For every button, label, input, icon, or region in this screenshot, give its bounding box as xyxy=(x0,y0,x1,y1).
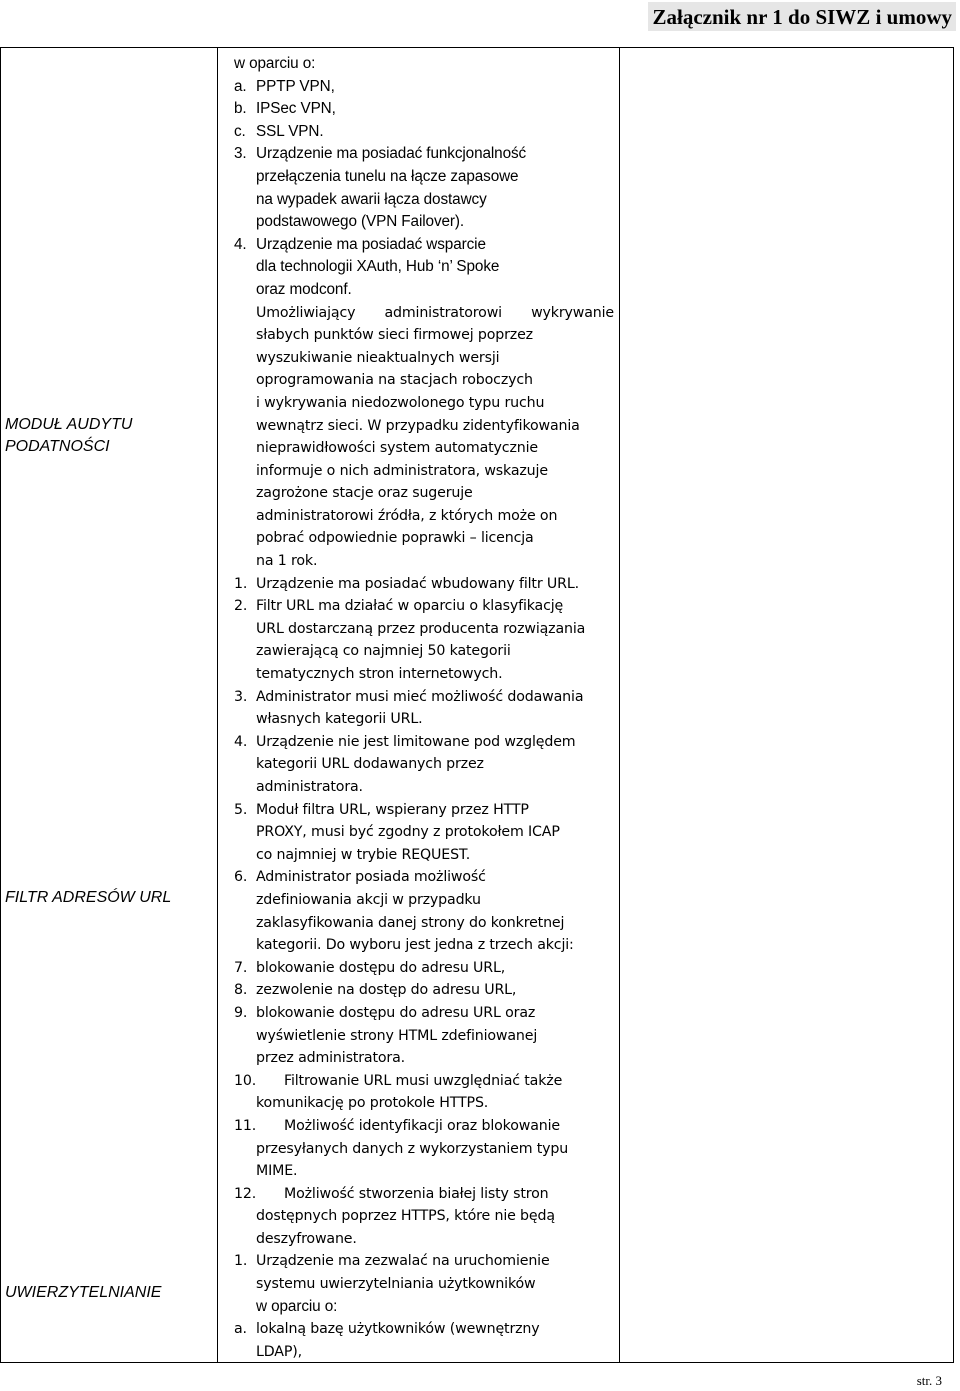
list-item-line: MIME. xyxy=(256,1163,298,1180)
list-item-line: zawierającą co najmniej 50 kategorii xyxy=(256,643,511,660)
list-item-line: podstawowego (VPN Failover). xyxy=(256,213,465,231)
list-item: 7. blokowanie dostępu do adresu URL, xyxy=(234,959,506,976)
list-item-line: własnych kategorii URL. xyxy=(256,711,423,728)
list-item-line: dostępnych poprzez HTTPS, które nie będą xyxy=(256,1208,555,1225)
list-item: 5. Moduł filtra URL, wspierany przez HTTP xyxy=(234,801,529,818)
auth-intro: w oparciu o: xyxy=(256,1297,338,1315)
list-item-line: przez administratora. xyxy=(256,1050,405,1067)
list-item-line: deszyfrowane. xyxy=(256,1230,357,1247)
specification-table xyxy=(0,47,954,1363)
row-label-auth: UWIERZYTELNIANIE xyxy=(5,1284,162,1301)
list-item: 3. Administrator musi mieć możliwość dodawania xyxy=(234,688,584,705)
list-item-line: LDAP), xyxy=(256,1343,302,1360)
url-filter-section xyxy=(234,573,614,1251)
list-item: 11. Możliwość identyfikacji oraz blokowanie xyxy=(234,1117,560,1134)
list-item: 1. Urządzenie ma posiadać wbudowany filtr URL. xyxy=(234,575,579,592)
list-item: b. IPSec VPN, xyxy=(234,100,336,118)
vpn-intro: w oparciu o: xyxy=(234,55,316,72)
list-item-line: wyświetlenie strony HTML zdefiniowanej xyxy=(256,1027,538,1044)
list-item-line: kategorii. Do wyboru jest jedna z trzech akcji: xyxy=(256,937,574,954)
audit-description xyxy=(234,302,614,573)
list-item-line: przesyłanych danych z wykorzystaniem typu xyxy=(256,1140,569,1157)
list-item-line: systemu uwierzytelniania użytkowników xyxy=(256,1276,536,1293)
list-item: a. lokalną bazę użytkowników (wewnętrzny xyxy=(234,1321,540,1338)
list-item-line: kategorii URL dodawanych przez xyxy=(256,756,484,773)
column-divider xyxy=(619,48,620,1362)
row-label-line: PODATNOŚCI xyxy=(5,438,110,455)
list-item-line: dla technologii XAuth, Hub ‘n’ Spoke xyxy=(256,258,500,276)
row-label-url-filter: FILTR ADRESÓW URL xyxy=(5,889,172,906)
list-item-line: na wypadek awarii łącza dostawcy xyxy=(256,190,487,208)
list-item-line: zaklasyfikowania danej strony do konkretnej xyxy=(256,914,565,931)
paragraph-line: na 1 rok. xyxy=(256,553,318,570)
paragraph-line: oprogramowania na stacjach roboczych xyxy=(256,372,533,389)
paragraph-line: wyszukiwanie nieaktualnych wersji xyxy=(256,349,500,366)
list-item-line: oraz modconf. xyxy=(256,280,352,298)
column-divider xyxy=(217,48,218,1362)
paragraph-line: Umożliwiający administratorowi wykrywanie xyxy=(256,304,614,321)
list-item-line: przełączenia tunelu na łącze zapasowe xyxy=(256,167,519,185)
paragraph-line: słabych punktów sieci firmowej poprzez xyxy=(256,327,533,344)
auth-section xyxy=(234,1250,614,1363)
paragraph-line: wewnątrz sieci. W przypadku zidentyfikowania xyxy=(256,417,580,434)
page-number: str. 3 xyxy=(916,1373,942,1388)
paragraph-line: informuje o nich administratora, wskazuje xyxy=(256,462,548,479)
list-item: 2. Filtr URL ma działać w oparciu o klasyfikację xyxy=(234,598,564,615)
list-item-line: URL dostarczaną przez producenta rozwiązania xyxy=(256,620,586,637)
list-item: c. SSL VPN. xyxy=(234,122,324,140)
list-item: 3. Urządzenie ma posiadać funkcjonalność xyxy=(234,145,527,163)
list-item-line: komunikację po protokole HTTPS. xyxy=(256,1095,489,1112)
list-item: 4. Urządzenie nie jest limitowane pod względem xyxy=(234,733,576,750)
list-item: 12. Możliwość stworzenia białej listy stron xyxy=(234,1185,549,1202)
list-item: 4. Urządzenie ma posiadać wsparcie xyxy=(234,235,486,253)
paragraph-line: nieprawidłowości system automatycznie xyxy=(256,440,538,457)
requirements-column xyxy=(234,53,614,1363)
row-label-line: MODUŁ AUDYTU xyxy=(5,416,133,433)
list-item: 6. Administrator posiada możliwość xyxy=(234,869,486,886)
list-item: 10. Filtrowanie URL musi uwzględniać także xyxy=(234,1072,563,1089)
vpn-section xyxy=(234,53,614,302)
document-header-title: Załącznik nr 1 do SIWZ i umowy xyxy=(648,2,956,31)
list-item-line: co najmniej w trybie REQUEST. xyxy=(256,846,471,863)
paragraph-line: pobrać odpowiednie poprawki – licencja xyxy=(256,530,534,547)
paragraph-line: administratorowi źródła, z których może on xyxy=(256,507,558,524)
list-item-line: PROXY, musi być zgodny z protokołem ICAP xyxy=(256,824,560,841)
list-item-line: tematycznych stron internetowych. xyxy=(256,666,503,683)
list-item: a. PPTP VPN, xyxy=(234,77,335,95)
list-item-line: administratora. xyxy=(256,779,363,795)
list-item-line: zdefiniowania akcji w przypadku xyxy=(256,891,481,908)
row-label-audit xyxy=(5,414,210,458)
paragraph-line: i wykrywania niedozwolonego typu ruchu xyxy=(256,394,545,411)
list-item: 9. blokowanie dostępu do adresu URL oraz xyxy=(234,1004,536,1021)
list-item: 8. zezwolenie na dostęp do adresu URL, xyxy=(234,982,517,999)
list-item: 1. Urządzenie ma zezwalać na uruchomienie xyxy=(234,1253,550,1270)
paragraph-line: zagrożone stacje oraz sugeruje xyxy=(256,485,473,502)
